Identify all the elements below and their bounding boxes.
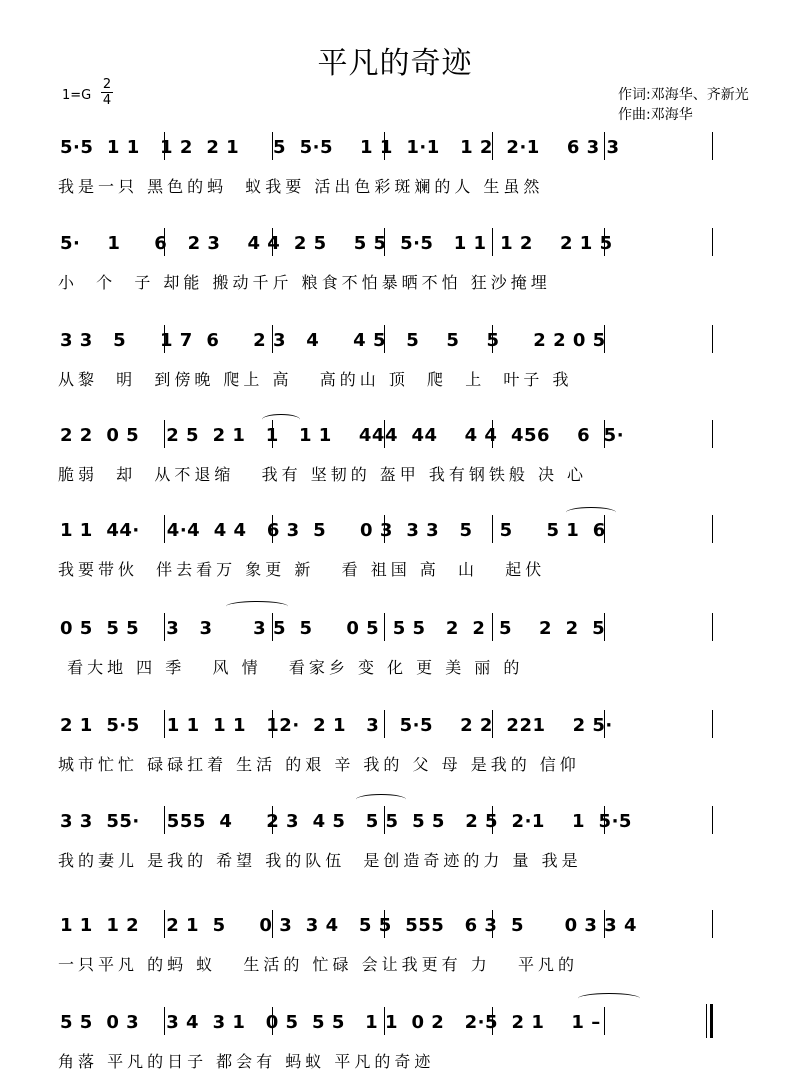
- barline: [712, 515, 713, 543]
- barline: [272, 228, 273, 256]
- score-row-1: [0, 132, 790, 202]
- score-row-4: [0, 420, 790, 490]
- notes-row-6: 0 5 5 5 3 3 3 5 5 0 5 5 5 2 2 5 2 2 5: [60, 617, 606, 639]
- barline: [604, 132, 605, 160]
- barline: [492, 228, 493, 256]
- tie-arc: [578, 993, 640, 1004]
- score-row-10: [0, 1007, 790, 1077]
- tie-arc: [566, 507, 616, 518]
- barline: [272, 613, 273, 641]
- barline: [712, 806, 713, 834]
- lyrics-row-5: 我要带伙 伴去看万 象更 新 看 祖国 高 山 起伏: [58, 560, 546, 579]
- lyrics-row-2: 小 个 子 却能 搬动千斤 粮食不怕暴晒不怕 狂沙掩埋: [58, 273, 551, 292]
- barline: [492, 325, 493, 353]
- barline: [712, 228, 713, 256]
- time-denominator: 4: [102, 93, 112, 108]
- barline: [384, 710, 385, 738]
- notes-row-8: 3 3 55· 555 4 2 3 4 5 5 5 5 5 2 5 2·1 1 5·5: [60, 810, 632, 832]
- barline: [164, 1007, 165, 1035]
- score-row-9: [0, 910, 790, 980]
- barline: [272, 1007, 273, 1035]
- barline: [604, 228, 605, 256]
- barline: [164, 325, 165, 353]
- final-barline-thin: [706, 1004, 707, 1038]
- barline: [492, 515, 493, 543]
- barline: [712, 710, 713, 738]
- barline: [712, 613, 713, 641]
- song-title: 平凡的奇迹: [317, 46, 473, 81]
- barline: [384, 806, 385, 834]
- notes-row-3: 3 3 5 1 7 6 2 3 4 4 5 5 5 5 2 2 0 5: [60, 329, 606, 351]
- barline: [164, 910, 165, 938]
- barline: [712, 910, 713, 938]
- barline: [384, 228, 385, 256]
- barline: [492, 910, 493, 938]
- score-row-2: [0, 228, 790, 298]
- lyrics-row-6: 看大地 四 季 风 情 看家乡 变 化 更 美 丽 的: [58, 658, 524, 677]
- lyrics-row-4: 脆弱 却 从不退缩 我有 坚韧的 盔甲 我有钢铁般 决 心: [58, 465, 588, 484]
- barline: [604, 325, 605, 353]
- score-row-6: [0, 613, 790, 683]
- lyrics-row-1: 我是一只 黑色的蚂 蚁我要 活出色彩斑斓的人 生虽然: [58, 177, 544, 196]
- lyrics-row-3: 从黎 明 到傍晚 爬上 高 高的山 顶 爬 上 叶子 我: [58, 370, 573, 389]
- time-signature: [100, 77, 114, 108]
- barline: [492, 420, 493, 448]
- score-row-5: [0, 515, 790, 585]
- barline: [272, 325, 273, 353]
- score-row-3: [0, 325, 790, 395]
- lyrics-row-7: 城市忙忙 碌碌扛着 生活 的艰 辛 我的 父 母 是我的 信仰: [58, 755, 580, 774]
- time-numerator: 2: [102, 77, 112, 92]
- barline: [164, 613, 165, 641]
- barline: [384, 910, 385, 938]
- barline: [272, 132, 273, 160]
- barline: [604, 515, 605, 543]
- barline: [164, 806, 165, 834]
- barline: [384, 613, 385, 641]
- barline: [604, 613, 605, 641]
- barline: [164, 228, 165, 256]
- barline: [712, 420, 713, 448]
- score-row-8: [0, 806, 790, 876]
- barline: [604, 420, 605, 448]
- barline: [492, 710, 493, 738]
- barline: [384, 132, 385, 160]
- notes-row-5: 1 1 44· 4·4 4 4 6 3 5 0 3 3 3 5 5 5 1 6: [60, 519, 606, 541]
- notes-row-1: 5·5 1 1 1 2 2 1 5 5·5 1 1 1·1 1 2 2·1 6 3 3: [60, 136, 620, 158]
- notes-row-2: 5· 1 6 2 3 4 4 2 5 5 5 5·5 1 1 1 2 2 1 5: [60, 232, 613, 254]
- barline: [272, 806, 273, 834]
- barline: [164, 710, 165, 738]
- barline: [604, 910, 605, 938]
- barline: [492, 613, 493, 641]
- composer-credit: 作曲:邓海华: [618, 107, 693, 123]
- notes-row-9: 1 1 1 2 2 1 5 0 3 3 4 5 5 555 6 3 5 0 3 3 4: [60, 914, 637, 936]
- barline: [272, 910, 273, 938]
- barline: [712, 132, 713, 160]
- barline: [492, 806, 493, 834]
- key-signature: 1=G: [62, 88, 92, 103]
- notes-row-10: 5 5 0 3 3 4 3 1 0 5 5 5 1 1 0 2 2·5 2 1 1 –: [60, 1011, 601, 1033]
- barline: [384, 515, 385, 543]
- final-barline-thick: [710, 1004, 713, 1038]
- barline: [712, 325, 713, 353]
- barline: [604, 806, 605, 834]
- barline: [272, 710, 273, 738]
- barline: [164, 515, 165, 543]
- barline: [272, 515, 273, 543]
- tie-arc: [262, 414, 300, 425]
- tie-arc: [226, 601, 288, 612]
- barline: [384, 420, 385, 448]
- tie-arc: [356, 794, 406, 805]
- notes-row-7: 2 1 5·5 1 1 1 1 12· 2 1 3 5·5 2 2 221 2 5·: [60, 714, 613, 736]
- notes-row-4: 2 2 0 5 2 5 2 1 1 1 1 444 44 4 4 456 6 5·: [60, 424, 625, 446]
- lyricist-credit: 作词:邓海华、齐新光: [618, 87, 749, 103]
- barline: [384, 325, 385, 353]
- barline: [492, 1007, 493, 1035]
- barline: [384, 1007, 385, 1035]
- lyrics-row-10: 角落 平凡的日子 都会有 蚂蚁 平凡的奇迹: [58, 1052, 435, 1071]
- barline: [492, 132, 493, 160]
- barline: [604, 1007, 605, 1035]
- barline: [164, 132, 165, 160]
- barline: [604, 710, 605, 738]
- lyrics-row-9: 一只平凡 的蚂 蚁 生活的 忙碌 会让我更有 力 平凡的: [58, 955, 578, 974]
- score-row-7: [0, 710, 790, 780]
- barline: [164, 420, 165, 448]
- lyrics-row-8: 我的妻儿 是我的 希望 我的队伍 是创造奇迹的力 量 我是: [58, 851, 582, 870]
